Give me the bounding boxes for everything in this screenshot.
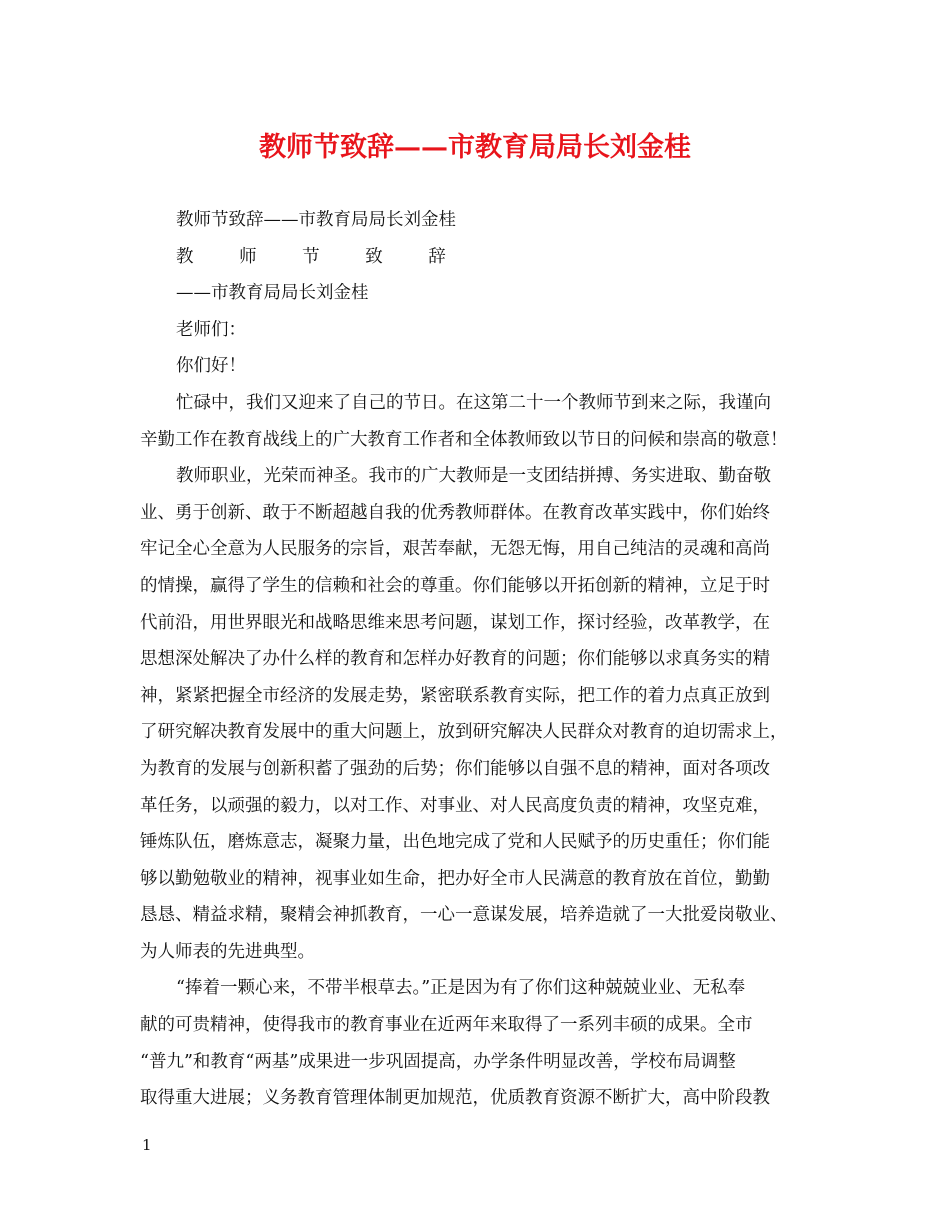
- paragraph-line: 思想深处解决了办什么样的教育和怎样办好教育的问题；你们能够以求真务实的精: [140, 649, 770, 670]
- paragraph-2: [140, 458, 830, 970]
- paragraph-line: 锤炼队伍，磨炼意志，凝聚力量，出色地完成了党和人民赋予的历史重任；你们能: [140, 832, 770, 853]
- paragraph-line: 够以勤勉敬业的精神，视事业如生命，把办好全市人民满意的教育放在首位，勤勤: [140, 868, 770, 889]
- paragraph-line: 恳恳、精益求精，聚精会神抓教育，一心一意谋发展，培养造就了一大批爱岗敬业、: [140, 905, 788, 926]
- greeting: 你们好！: [176, 356, 246, 377]
- paragraph-line: 为人师表的先进典型。: [140, 941, 315, 962]
- document-title: 教师节致辞——市教育局局长刘金桂: [259, 132, 691, 163]
- page-number: 1: [142, 1136, 152, 1154]
- paragraph-line: 教师职业，光荣而神圣。我市的广大教师是一支团结拼搏、务实进取、勤奋敬: [176, 466, 771, 487]
- paragraph-line: “捧着一颗心来，不带半根草去。”正是因为有了你们这种兢兢业业、无私奉: [176, 978, 746, 999]
- paragraph-line: 革任务，以顽强的毅力，以对工作、对事业、对人民高度负责的精神，攻坚克难，: [140, 795, 770, 816]
- paragraph-3: [140, 970, 830, 1116]
- header-line-author: ——市教育局局长刘金桂: [176, 283, 369, 304]
- header-line-title: 教师节致辞——市教育局局长刘金桂: [176, 210, 456, 230]
- paragraph-line: 了研究解决教育发展中的重大问题上，放到研究解决人民群众对教育的迫切需求上，: [140, 722, 788, 743]
- paragraph-line: 取得重大进展；义务教育管理体制更加规范，优质教育资源不断扩大，高中阶段教: [140, 1088, 770, 1109]
- paragraph-line: 牢记全心全意为人民服务的宗旨，艰苦奉献，无怨无悔，用自己纯洁的灵魂和高尚: [140, 539, 770, 560]
- paragraph-1: [140, 385, 830, 458]
- paragraph-line: “普九”和教育“两基”成果进一步巩固提高，办学条件明显改善，学校布局调整: [140, 1051, 736, 1072]
- paragraph-line: 献的可贵精神，使得我市的教育事业在近两年来取得了一系列丰硕的成果。全市: [140, 1015, 753, 1036]
- paragraph-line: 业、勇于创新、敢于不断超越自我的优秀教师群体。在教育改革实践中，你们始终: [140, 502, 770, 523]
- header-line-heading: 教 师 节 致 辞: [176, 246, 466, 267]
- salutation: 老师们：: [176, 319, 246, 340]
- paragraph-line: 忙碌中，我们又迎来了自己的节日。在这第二十一个教师节到来之际，我谨向: [176, 392, 771, 413]
- paragraph-line: 辛勤工作在教育战线上的广大教育工作者和全体教师致以节日的问候和崇高的敬意！: [140, 429, 788, 450]
- document-body: [140, 202, 830, 1117]
- paragraph-line: 为教育的发展与创新积蓄了强劲的后势；你们能够以自强不息的精神，面对各项改: [140, 758, 770, 779]
- paragraph-line: 代前沿，用世界眼光和战略思维来思考问题，谋划工作，探讨经验，改革教学，在: [140, 612, 770, 633]
- paragraph-line: 神，紧紧把握全市经济的发展走势，紧密联系教育实际，把工作的着力点真正放到: [140, 685, 770, 706]
- paragraph-line: 的情操，赢得了学生的信赖和社会的尊重。你们能够以开拓创新的精神，立足于时: [140, 575, 770, 596]
